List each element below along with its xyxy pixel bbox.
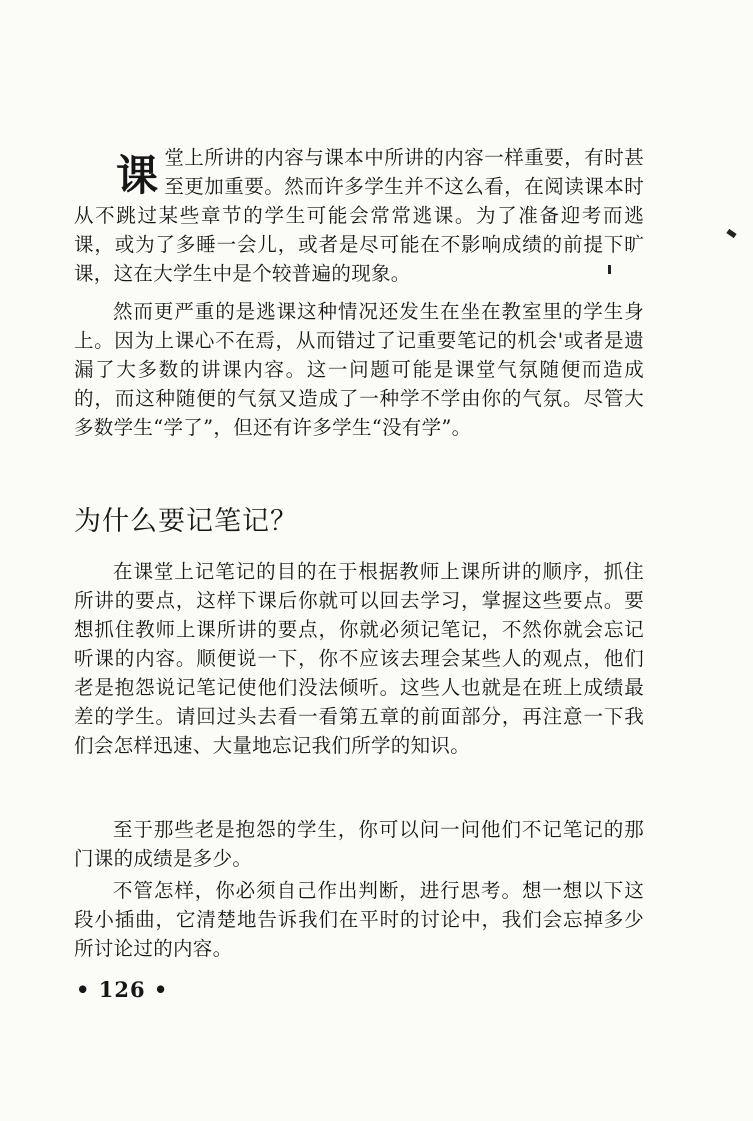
page-number: • 126 •: [76, 977, 169, 1002]
ink-speck: [726, 229, 736, 238]
drop-cap: 课: [116, 151, 159, 200]
paragraph-3: 在课堂上记笔记的目的在于根据教师上课所讲的顺序，抓住所讲的要点，这样下课后你就可以回去学习，掌握这些要点。要想抓住教师上课所讲的要点，你就必须记笔记，不然你就会忘记听课的内容。顺便说一下，你不应该去理会某些人的观点，他们老是抱怨说记笔记使他们没法倾听。这些人也就是在班上成绩最差的学生。请回过头去看一看第五章的前面部分，再注意一下我们会怎样迅速、大量地忘记我们所学的知识。: [74, 560, 644, 757]
paragraph-5: 不管怎样，你必须自己作出判断，进行思考。想一想以下这段小插曲，它清楚地告诉我们在平时的讨论中，我们会忘掉多少所讨论过的内容。: [74, 879, 644, 960]
intro-text: 堂上所讲的内容与课本中所讲的内容一样重要，有时甚至更加重要。然而许多学生并不这么看，在阅读课本时从不跳过某些章节的学生可能会常常逃课。为了准备迎考而逃课，或为了多睡一会儿，或者是尽可能在不影响成绩的前提下旷课，这在大学生中是个较普遍的现象。: [74, 146, 644, 285]
ink-speck: [608, 265, 611, 274]
paragraph-4: 至于那些老是抱怨的学生，你可以问一问他们不记笔记的那门课的成绩是多少。: [74, 818, 644, 870]
section-heading: 为什么要记笔记？: [74, 506, 298, 537]
intro-paragraph: [74, 143, 644, 288]
paragraph-2: 然而更严重的是逃课这种情况还发生在坐在教室里的学生身上。因为上课心不在焉，从而错过了记重要笔记的机会'或者是遗漏了大多数的讲课内容。这一问题可能是课堂气氛随便而造成的，而这种随便的气氛又造成了一种学不学由你的气氛。尽管大多数学生“学了”，但还有许多学生“没有学”。: [74, 300, 644, 439]
